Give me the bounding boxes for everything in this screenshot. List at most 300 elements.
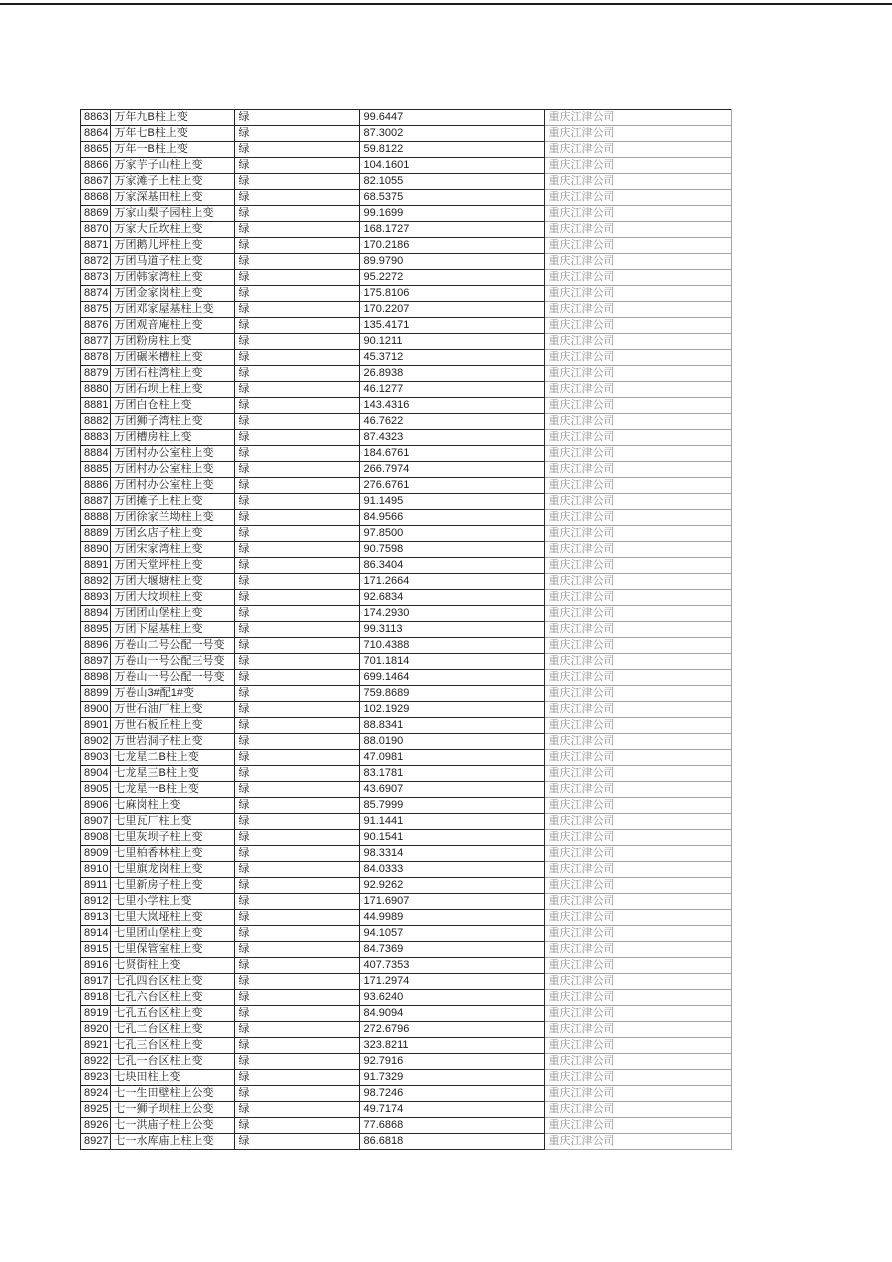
cell-status[interactable]: 绿 xyxy=(235,222,360,238)
cell-id[interactable]: 8910 xyxy=(81,862,111,878)
cell-company[interactable]: 重庆江津公司 xyxy=(545,974,732,990)
cell-id[interactable]: 8902 xyxy=(81,734,111,750)
cell-status[interactable]: 绿 xyxy=(235,926,360,942)
cell-status[interactable]: 绿 xyxy=(235,270,360,286)
cell-status[interactable]: 绿 xyxy=(235,414,360,430)
cell-name[interactable]: 万团大坟坝柱上变 xyxy=(111,590,235,606)
cell-status[interactable]: 绿 xyxy=(235,798,360,814)
cell-company[interactable]: 重庆江津公司 xyxy=(545,654,732,670)
cell-status[interactable]: 绿 xyxy=(235,334,360,350)
cell-company[interactable]: 重庆江津公司 xyxy=(545,718,732,734)
cell-name[interactable]: 七里团山堡柱上变 xyxy=(111,926,235,942)
cell-name[interactable]: 七龙星一B柱上变 xyxy=(111,782,235,798)
cell-value[interactable]: 759.8689 xyxy=(360,686,545,702)
cell-id[interactable]: 8872 xyxy=(81,254,111,270)
cell-value[interactable]: 59.8122 xyxy=(360,142,545,158)
cell-id[interactable]: 8880 xyxy=(81,382,111,398)
cell-name[interactable]: 七一生田壁柱上公变 xyxy=(111,1086,235,1102)
cell-id[interactable]: 8892 xyxy=(81,574,111,590)
cell-status[interactable]: 绿 xyxy=(235,574,360,590)
cell-name[interactable]: 七孔四台区柱上变 xyxy=(111,974,235,990)
cell-name[interactable]: 七孔五台区柱上变 xyxy=(111,1006,235,1022)
cell-name[interactable]: 万团村办公室柱上变 xyxy=(111,446,235,462)
cell-status[interactable]: 绿 xyxy=(235,510,360,526)
cell-name[interactable]: 七贤街柱上变 xyxy=(111,958,235,974)
cell-status[interactable]: 绿 xyxy=(235,894,360,910)
cell-status[interactable]: 绿 xyxy=(235,382,360,398)
cell-company[interactable]: 重庆江津公司 xyxy=(545,254,732,270)
cell-id[interactable]: 8865 xyxy=(81,142,111,158)
cell-company[interactable]: 重庆江津公司 xyxy=(545,430,732,446)
cell-value[interactable]: 77.6868 xyxy=(360,1118,545,1134)
cell-company[interactable]: 重庆江津公司 xyxy=(545,190,732,206)
cell-name[interactable]: 万团徐家兰坳柱上变 xyxy=(111,510,235,526)
cell-value[interactable]: 171.2664 xyxy=(360,574,545,590)
cell-value[interactable]: 99.1699 xyxy=(360,206,545,222)
cell-id[interactable]: 8921 xyxy=(81,1038,111,1054)
cell-status[interactable]: 绿 xyxy=(235,766,360,782)
cell-value[interactable]: 46.7622 xyxy=(360,414,545,430)
cell-status[interactable]: 绿 xyxy=(235,430,360,446)
cell-value[interactable]: 44.9989 xyxy=(360,910,545,926)
cell-company[interactable]: 重庆江津公司 xyxy=(545,926,732,942)
cell-id[interactable]: 8863 xyxy=(81,110,111,126)
cell-status[interactable]: 绿 xyxy=(235,1038,360,1054)
cell-id[interactable]: 8907 xyxy=(81,814,111,830)
cell-name[interactable]: 七里保管室柱上变 xyxy=(111,942,235,958)
cell-status[interactable]: 绿 xyxy=(235,366,360,382)
cell-value[interactable]: 84.7369 xyxy=(360,942,545,958)
cell-value[interactable]: 171.6907 xyxy=(360,894,545,910)
cell-id[interactable]: 8919 xyxy=(81,1006,111,1022)
cell-id[interactable]: 8904 xyxy=(81,766,111,782)
cell-id[interactable]: 8891 xyxy=(81,558,111,574)
cell-status[interactable]: 绿 xyxy=(235,686,360,702)
cell-company[interactable]: 重庆江津公司 xyxy=(545,350,732,366)
cell-company[interactable]: 重庆江津公司 xyxy=(545,1086,732,1102)
cell-company[interactable]: 重庆江津公司 xyxy=(545,958,732,974)
cell-value[interactable]: 95.2272 xyxy=(360,270,545,286)
cell-value[interactable]: 184.6761 xyxy=(360,446,545,462)
cell-value[interactable]: 87.3002 xyxy=(360,126,545,142)
cell-company[interactable]: 重庆江津公司 xyxy=(545,750,732,766)
cell-status[interactable]: 绿 xyxy=(235,606,360,622)
cell-company[interactable]: 重庆江津公司 xyxy=(545,910,732,926)
cell-id[interactable]: 8897 xyxy=(81,654,111,670)
cell-status[interactable]: 绿 xyxy=(235,142,360,158)
cell-name[interactable]: 七孔六台区柱上变 xyxy=(111,990,235,1006)
cell-value[interactable]: 98.3314 xyxy=(360,846,545,862)
cell-value[interactable]: 84.9566 xyxy=(360,510,545,526)
cell-company[interactable]: 重庆江津公司 xyxy=(545,670,732,686)
cell-id[interactable]: 8890 xyxy=(81,542,111,558)
cell-company[interactable]: 重庆江津公司 xyxy=(545,1134,732,1150)
cell-company[interactable]: 重庆江津公司 xyxy=(545,798,732,814)
cell-status[interactable]: 绿 xyxy=(235,174,360,190)
cell-id[interactable]: 8870 xyxy=(81,222,111,238)
cell-value[interactable]: 97.8500 xyxy=(360,526,545,542)
cell-value[interactable]: 26.8938 xyxy=(360,366,545,382)
cell-status[interactable]: 绿 xyxy=(235,654,360,670)
cell-id[interactable]: 8899 xyxy=(81,686,111,702)
cell-id[interactable]: 8887 xyxy=(81,494,111,510)
cell-id[interactable]: 8881 xyxy=(81,398,111,414)
cell-company[interactable]: 重庆江津公司 xyxy=(545,174,732,190)
cell-status[interactable]: 绿 xyxy=(235,238,360,254)
cell-value[interactable]: 90.1211 xyxy=(360,334,545,350)
cell-name[interactable]: 七孔三台区柱上变 xyxy=(111,1038,235,1054)
cell-name[interactable]: 万团槽房柱上变 xyxy=(111,430,235,446)
cell-id[interactable]: 8877 xyxy=(81,334,111,350)
cell-name[interactable]: 万团幺店子柱上变 xyxy=(111,526,235,542)
cell-company[interactable]: 重庆江津公司 xyxy=(545,766,732,782)
cell-company[interactable]: 重庆江津公司 xyxy=(545,638,732,654)
cell-value[interactable]: 175.8106 xyxy=(360,286,545,302)
cell-company[interactable]: 重庆江津公司 xyxy=(545,302,732,318)
cell-company[interactable]: 重庆江津公司 xyxy=(545,334,732,350)
cell-company[interactable]: 重庆江津公司 xyxy=(545,878,732,894)
cell-value[interactable]: 266.7974 xyxy=(360,462,545,478)
cell-id[interactable]: 8885 xyxy=(81,462,111,478)
cell-value[interactable]: 92.6834 xyxy=(360,590,545,606)
cell-status[interactable]: 绿 xyxy=(235,974,360,990)
cell-name[interactable]: 万团狮子湾柱上变 xyxy=(111,414,235,430)
cell-company[interactable]: 重庆江津公司 xyxy=(545,382,732,398)
cell-status[interactable]: 绿 xyxy=(235,558,360,574)
cell-company[interactable]: 重庆江津公司 xyxy=(545,990,732,1006)
cell-name[interactable]: 万团宋家湾柱上变 xyxy=(111,542,235,558)
cell-company[interactable]: 重庆江津公司 xyxy=(545,414,732,430)
cell-name[interactable]: 七里柏香林柱上变 xyxy=(111,846,235,862)
cell-company[interactable]: 重庆江津公司 xyxy=(545,142,732,158)
cell-name[interactable]: 七麻岗柱上变 xyxy=(111,798,235,814)
cell-status[interactable]: 绿 xyxy=(235,302,360,318)
cell-value[interactable]: 272.6796 xyxy=(360,1022,545,1038)
cell-company[interactable]: 重庆江津公司 xyxy=(545,126,732,142)
cell-value[interactable]: 92.9262 xyxy=(360,878,545,894)
cell-status[interactable]: 绿 xyxy=(235,670,360,686)
cell-status[interactable]: 绿 xyxy=(235,1022,360,1038)
cell-company[interactable]: 重庆江津公司 xyxy=(545,1022,732,1038)
cell-value[interactable]: 91.7329 xyxy=(360,1070,545,1086)
cell-id[interactable]: 8926 xyxy=(81,1118,111,1134)
cell-status[interactable]: 绿 xyxy=(235,286,360,302)
cell-value[interactable]: 92.7916 xyxy=(360,1054,545,1070)
cell-name[interactable]: 七里旗龙岗柱上变 xyxy=(111,862,235,878)
cell-status[interactable]: 绿 xyxy=(235,750,360,766)
cell-status[interactable]: 绿 xyxy=(235,782,360,798)
cell-id[interactable]: 8905 xyxy=(81,782,111,798)
cell-value[interactable]: 170.2186 xyxy=(360,238,545,254)
cell-name[interactable]: 万团石柱湾柱上变 xyxy=(111,366,235,382)
cell-value[interactable]: 45.3712 xyxy=(360,350,545,366)
cell-id[interactable]: 8922 xyxy=(81,1054,111,1070)
cell-status[interactable]: 绿 xyxy=(235,446,360,462)
cell-id[interactable]: 8889 xyxy=(81,526,111,542)
cell-name[interactable]: 万年七B柱上变 xyxy=(111,126,235,142)
cell-id[interactable]: 8924 xyxy=(81,1086,111,1102)
cell-status[interactable]: 绿 xyxy=(235,206,360,222)
cell-value[interactable]: 88.8341 xyxy=(360,718,545,734)
cell-id[interactable]: 8868 xyxy=(81,190,111,206)
cell-name[interactable]: 七一水库庙上柱上变 xyxy=(111,1134,235,1150)
cell-name[interactable]: 万家深基田柱上变 xyxy=(111,190,235,206)
cell-id[interactable]: 8867 xyxy=(81,174,111,190)
cell-company[interactable]: 重庆江津公司 xyxy=(545,1118,732,1134)
cell-id[interactable]: 8888 xyxy=(81,510,111,526)
cell-id[interactable]: 8925 xyxy=(81,1102,111,1118)
cell-company[interactable]: 重庆江津公司 xyxy=(545,814,732,830)
cell-status[interactable]: 绿 xyxy=(235,190,360,206)
cell-status[interactable]: 绿 xyxy=(235,478,360,494)
cell-name[interactable]: 万卷山一号公配一号变 xyxy=(111,670,235,686)
cell-id[interactable]: 8923 xyxy=(81,1070,111,1086)
cell-status[interactable]: 绿 xyxy=(235,526,360,542)
cell-status[interactable]: 绿 xyxy=(235,942,360,958)
cell-status[interactable]: 绿 xyxy=(235,590,360,606)
cell-name[interactable]: 万团碾米槽柱上变 xyxy=(111,350,235,366)
cell-value[interactable]: 84.9094 xyxy=(360,1006,545,1022)
cell-status[interactable]: 绿 xyxy=(235,1070,360,1086)
cell-company[interactable]: 重庆江津公司 xyxy=(545,478,732,494)
cell-id[interactable]: 8908 xyxy=(81,830,111,846)
cell-value[interactable]: 93.6240 xyxy=(360,990,545,1006)
cell-value[interactable]: 699.1464 xyxy=(360,670,545,686)
cell-name[interactable]: 万团鹅儿坪柱上变 xyxy=(111,238,235,254)
cell-name[interactable]: 七孔二台区柱上变 xyxy=(111,1022,235,1038)
cell-status[interactable]: 绿 xyxy=(235,1006,360,1022)
cell-id[interactable]: 8894 xyxy=(81,606,111,622)
cell-id[interactable]: 8864 xyxy=(81,126,111,142)
cell-id[interactable]: 8918 xyxy=(81,990,111,1006)
cell-status[interactable]: 绿 xyxy=(235,1086,360,1102)
cell-name[interactable]: 万团团山堡柱上变 xyxy=(111,606,235,622)
cell-name[interactable]: 万团马道子柱上变 xyxy=(111,254,235,270)
cell-company[interactable]: 重庆江津公司 xyxy=(545,286,732,302)
cell-name[interactable]: 七龙星三B柱上变 xyxy=(111,766,235,782)
cell-status[interactable]: 绿 xyxy=(235,254,360,270)
cell-status[interactable]: 绿 xyxy=(235,846,360,862)
cell-name[interactable]: 万团白仓柱上变 xyxy=(111,398,235,414)
cell-status[interactable]: 绿 xyxy=(235,862,360,878)
cell-id[interactable]: 8917 xyxy=(81,974,111,990)
cell-value[interactable]: 88.0190 xyxy=(360,734,545,750)
cell-value[interactable]: 84.0333 xyxy=(360,862,545,878)
cell-id[interactable]: 8903 xyxy=(81,750,111,766)
cell-id[interactable]: 8898 xyxy=(81,670,111,686)
cell-name[interactable]: 万团观音庵柱上变 xyxy=(111,318,235,334)
cell-value[interactable]: 86.6818 xyxy=(360,1134,545,1150)
cell-name[interactable]: 七里瓦厂柱上变 xyxy=(111,814,235,830)
cell-status[interactable]: 绿 xyxy=(235,398,360,414)
cell-id[interactable]: 8883 xyxy=(81,430,111,446)
cell-id[interactable]: 8901 xyxy=(81,718,111,734)
cell-status[interactable]: 绿 xyxy=(235,462,360,478)
cell-company[interactable]: 重庆江津公司 xyxy=(545,398,732,414)
cell-value[interactable]: 99.6447 xyxy=(360,110,545,126)
cell-name[interactable]: 万团大堰塘柱上变 xyxy=(111,574,235,590)
cell-id[interactable]: 8920 xyxy=(81,1022,111,1038)
cell-company[interactable]: 重庆江津公司 xyxy=(545,110,732,126)
cell-company[interactable]: 重庆江津公司 xyxy=(545,270,732,286)
cell-id[interactable]: 8915 xyxy=(81,942,111,958)
cell-status[interactable]: 绿 xyxy=(235,814,360,830)
cell-status[interactable]: 绿 xyxy=(235,734,360,750)
cell-status[interactable]: 绿 xyxy=(235,622,360,638)
cell-id[interactable]: 8911 xyxy=(81,878,111,894)
cell-status[interactable]: 绿 xyxy=(235,638,360,654)
cell-name[interactable]: 万年九B柱上变 xyxy=(111,110,235,126)
cell-id[interactable]: 8913 xyxy=(81,910,111,926)
cell-company[interactable]: 重庆江津公司 xyxy=(545,222,732,238)
cell-company[interactable]: 重庆江津公司 xyxy=(545,446,732,462)
cell-company[interactable]: 重庆江津公司 xyxy=(545,238,732,254)
cell-value[interactable]: 83.1781 xyxy=(360,766,545,782)
cell-name[interactable]: 万世石板丘柱上变 xyxy=(111,718,235,734)
cell-name[interactable]: 七块田柱上变 xyxy=(111,1070,235,1086)
cell-value[interactable]: 87.4323 xyxy=(360,430,545,446)
cell-name[interactable]: 七孔一台区柱上变 xyxy=(111,1054,235,1070)
cell-company[interactable]: 重庆江津公司 xyxy=(545,510,732,526)
cell-id[interactable]: 8875 xyxy=(81,302,111,318)
cell-id[interactable]: 8895 xyxy=(81,622,111,638)
cell-name[interactable]: 七龙星二B柱上变 xyxy=(111,750,235,766)
cell-id[interactable]: 8879 xyxy=(81,366,111,382)
cell-company[interactable]: 重庆江津公司 xyxy=(545,846,732,862)
cell-id[interactable]: 8914 xyxy=(81,926,111,942)
cell-company[interactable]: 重庆江津公司 xyxy=(545,366,732,382)
cell-status[interactable]: 绿 xyxy=(235,542,360,558)
cell-company[interactable]: 重庆江津公司 xyxy=(545,574,732,590)
cell-value[interactable]: 85.7999 xyxy=(360,798,545,814)
cell-value[interactable]: 68.5375 xyxy=(360,190,545,206)
cell-company[interactable]: 重庆江津公司 xyxy=(545,494,732,510)
cell-company[interactable]: 重庆江津公司 xyxy=(545,686,732,702)
cell-name[interactable]: 万团天堂坪柱上变 xyxy=(111,558,235,574)
cell-name[interactable]: 万团下屋基柱上变 xyxy=(111,622,235,638)
cell-name[interactable]: 万世岩洞子柱上变 xyxy=(111,734,235,750)
cell-name[interactable]: 万家芋子山柱上变 xyxy=(111,158,235,174)
cell-id[interactable]: 8896 xyxy=(81,638,111,654)
cell-value[interactable]: 174.2930 xyxy=(360,606,545,622)
cell-value[interactable]: 90.1541 xyxy=(360,830,545,846)
cell-value[interactable]: 49.7174 xyxy=(360,1102,545,1118)
cell-id[interactable]: 8882 xyxy=(81,414,111,430)
cell-status[interactable]: 绿 xyxy=(235,910,360,926)
cell-name[interactable]: 万卷山二号公配一号变 xyxy=(111,638,235,654)
cell-value[interactable]: 46.1277 xyxy=(360,382,545,398)
cell-company[interactable]: 重庆江津公司 xyxy=(545,318,732,334)
cell-company[interactable]: 重庆江津公司 xyxy=(545,462,732,478)
cell-company[interactable]: 重庆江津公司 xyxy=(545,1054,732,1070)
cell-name[interactable]: 七里新房子柱上变 xyxy=(111,878,235,894)
cell-value[interactable]: 276.6761 xyxy=(360,478,545,494)
cell-name[interactable]: 七一狮子坝柱上公变 xyxy=(111,1102,235,1118)
cell-name[interactable]: 万团邓家屋基柱上变 xyxy=(111,302,235,318)
cell-name[interactable]: 万家滩子上柱上变 xyxy=(111,174,235,190)
cell-id[interactable]: 8876 xyxy=(81,318,111,334)
cell-id[interactable]: 8874 xyxy=(81,286,111,302)
cell-name[interactable]: 万家山梨子园柱上变 xyxy=(111,206,235,222)
cell-status[interactable]: 绿 xyxy=(235,1134,360,1150)
cell-company[interactable]: 重庆江津公司 xyxy=(545,702,732,718)
cell-company[interactable]: 重庆江津公司 xyxy=(545,622,732,638)
cell-value[interactable]: 47.0981 xyxy=(360,750,545,766)
cell-company[interactable]: 重庆江津公司 xyxy=(545,734,732,750)
cell-status[interactable]: 绿 xyxy=(235,350,360,366)
cell-company[interactable]: 重庆江津公司 xyxy=(545,862,732,878)
cell-status[interactable]: 绿 xyxy=(235,126,360,142)
cell-company[interactable]: 重庆江津公司 xyxy=(545,558,732,574)
cell-id[interactable]: 8886 xyxy=(81,478,111,494)
cell-company[interactable]: 重庆江津公司 xyxy=(545,606,732,622)
cell-status[interactable]: 绿 xyxy=(235,718,360,734)
cell-company[interactable]: 重庆江津公司 xyxy=(545,942,732,958)
cell-status[interactable]: 绿 xyxy=(235,110,360,126)
cell-value[interactable]: 104.1601 xyxy=(360,158,545,174)
cell-value[interactable]: 168.1727 xyxy=(360,222,545,238)
cell-id[interactable]: 8869 xyxy=(81,206,111,222)
cell-id[interactable]: 8916 xyxy=(81,958,111,974)
cell-id[interactable]: 8927 xyxy=(81,1134,111,1150)
cell-name[interactable]: 万卷山3#配1#变 xyxy=(111,686,235,702)
cell-company[interactable]: 重庆江津公司 xyxy=(545,526,732,542)
cell-value[interactable]: 701.1814 xyxy=(360,654,545,670)
cell-id[interactable]: 8866 xyxy=(81,158,111,174)
cell-status[interactable]: 绿 xyxy=(235,1054,360,1070)
cell-value[interactable]: 323.8211 xyxy=(360,1038,545,1054)
cell-company[interactable]: 重庆江津公司 xyxy=(545,158,732,174)
cell-company[interactable]: 重庆江津公司 xyxy=(545,1102,732,1118)
cell-value[interactable]: 43.6907 xyxy=(360,782,545,798)
cell-value[interactable]: 91.1441 xyxy=(360,814,545,830)
cell-id[interactable]: 8900 xyxy=(81,702,111,718)
cell-id[interactable]: 8873 xyxy=(81,270,111,286)
cell-id[interactable]: 8912 xyxy=(81,894,111,910)
cell-name[interactable]: 万团石坝上柱上变 xyxy=(111,382,235,398)
cell-name[interactable]: 万卷山一号公配三号变 xyxy=(111,654,235,670)
cell-status[interactable]: 绿 xyxy=(235,1118,360,1134)
cell-name[interactable]: 七里灰坝子柱上变 xyxy=(111,830,235,846)
cell-name[interactable]: 七里大岚垭柱上变 xyxy=(111,910,235,926)
cell-name[interactable]: 万团村办公室柱上变 xyxy=(111,478,235,494)
cell-id[interactable]: 8878 xyxy=(81,350,111,366)
cell-name[interactable]: 万团韩家湾柱上变 xyxy=(111,270,235,286)
cell-name[interactable]: 万团摊子上柱上变 xyxy=(111,494,235,510)
cell-value[interactable]: 90.7598 xyxy=(360,542,545,558)
cell-status[interactable]: 绿 xyxy=(235,878,360,894)
cell-status[interactable]: 绿 xyxy=(235,702,360,718)
cell-company[interactable]: 重庆江津公司 xyxy=(545,1006,732,1022)
cell-id[interactable]: 8893 xyxy=(81,590,111,606)
cell-id[interactable]: 8871 xyxy=(81,238,111,254)
cell-name[interactable]: 万世石油厂柱上变 xyxy=(111,702,235,718)
cell-name[interactable]: 万团粉房柱上变 xyxy=(111,334,235,350)
cell-value[interactable]: 89.9790 xyxy=(360,254,545,270)
cell-value[interactable]: 171.2974 xyxy=(360,974,545,990)
cell-name[interactable]: 万年一B柱上变 xyxy=(111,142,235,158)
cell-name[interactable]: 万团村办公室柱上变 xyxy=(111,462,235,478)
cell-value[interactable]: 98.7246 xyxy=(360,1086,545,1102)
cell-status[interactable]: 绿 xyxy=(235,990,360,1006)
cell-status[interactable]: 绿 xyxy=(235,1102,360,1118)
cell-value[interactable]: 102.1929 xyxy=(360,702,545,718)
cell-company[interactable]: 重庆江津公司 xyxy=(545,830,732,846)
cell-status[interactable]: 绿 xyxy=(235,494,360,510)
cell-company[interactable]: 重庆江津公司 xyxy=(545,590,732,606)
cell-value[interactable]: 91.1495 xyxy=(360,494,545,510)
cell-company[interactable]: 重庆江津公司 xyxy=(545,782,732,798)
